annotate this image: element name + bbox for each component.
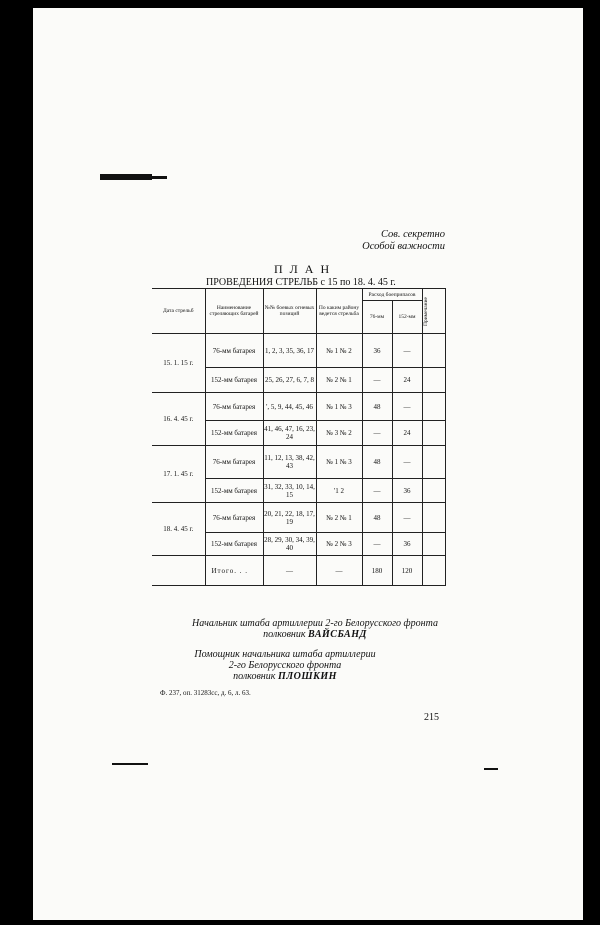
total-positions: —: [263, 556, 316, 586]
header-battery: Наименование стреляющих батарей: [205, 289, 263, 334]
ammo76-cell: —: [362, 479, 392, 503]
battery-cell: 76-мм батарея: [205, 393, 263, 421]
ammo152-cell: —: [392, 446, 422, 479]
area-cell: № 2 № 1: [316, 368, 362, 393]
ammo76-cell: 48: [362, 446, 392, 479]
battery-cell: 152-мм батарея: [205, 368, 263, 393]
positions-cell: 31, 32, 33, 10, 14, 15: [263, 479, 316, 503]
date-cell: 18. 4. 45 г.: [152, 503, 205, 556]
positions-cell: ', 5, 9, 44, 45, 46: [263, 393, 316, 421]
stamp-line-1: Сов. секретно: [380, 229, 445, 240]
signature1-name: ВАЙСБАНД: [308, 629, 367, 640]
notes-cell: [422, 368, 445, 393]
firing-plan-table: [152, 288, 446, 586]
positions-cell: 11, 12, 13, 38, 42, 43: [263, 446, 316, 479]
header-ammo-76: 76-мм: [362, 301, 392, 334]
positions-cell: 41, 46, 47, 16, 23, 24: [263, 421, 316, 446]
header-date: Дата стрельб: [152, 289, 205, 334]
stamp-line-2: Особой важности: [362, 241, 445, 252]
archive-reference: Ф. 237, оп. 31283сс, д. 6, л. 63.: [160, 689, 251, 697]
positions-cell: 28, 29, 30, 34, 39, 40: [263, 533, 316, 556]
notes-cell: [422, 533, 445, 556]
battery-cell: 76-мм батарея: [205, 503, 263, 533]
notes-cell: [422, 334, 445, 368]
ammo76-cell: —: [362, 533, 392, 556]
battery-cell: 152-мм батарея: [205, 533, 263, 556]
plan-title: П Л А Н: [274, 262, 332, 276]
battery-cell: 152-мм батарея: [205, 479, 263, 503]
signature-assistant: [185, 649, 385, 682]
area-cell: № 1 № 3: [316, 393, 362, 421]
signature-chief-of-staff: [185, 618, 445, 640]
notes-cell: [422, 503, 445, 533]
ammo152-cell: 36: [392, 479, 422, 503]
ammo76-cell: 36: [362, 334, 392, 368]
total-row: [152, 556, 445, 586]
signature2-position: Помощник начальника штаба артиллерии: [194, 649, 376, 660]
table-row: [152, 503, 445, 533]
signature1-rank-line: [185, 629, 445, 640]
total-area: —: [316, 556, 362, 586]
ammo152-cell: —: [392, 503, 422, 533]
header-notes-cell: [422, 289, 445, 334]
header-ammo-152: 152-мм: [392, 301, 422, 334]
ammo152-cell: 24: [392, 421, 422, 446]
signature2-name: ПЛОШКИН: [277, 671, 337, 682]
positions-cell: 25, 26, 27, 6, 7, 8: [263, 368, 316, 393]
notes-cell: [422, 393, 445, 421]
signature1-position: Начальник штаба артиллерии 2-го Белорусского фронта: [192, 618, 438, 629]
total-label: Итого. . .: [205, 556, 263, 586]
total-empty-cell: [152, 556, 205, 586]
signature2-rank-line: [185, 671, 385, 682]
total-ammo152: 120: [392, 556, 422, 586]
notes-cell: [422, 446, 445, 479]
ammo76-cell: 48: [362, 503, 392, 533]
area-cell: '1 2: [316, 479, 362, 503]
scan-mark: [484, 768, 498, 770]
date-cell: 15. 1. 15 г.: [152, 334, 205, 393]
area-cell: № 3 № 2: [316, 421, 362, 446]
positions-cell: 20, 21, 22, 18, 17, 19: [263, 503, 316, 533]
area-cell: № 2 № 1: [316, 503, 362, 533]
secrecy-stamp: [330, 229, 445, 253]
notes-cell: [422, 421, 445, 446]
signature2-rank: полковник: [233, 671, 276, 682]
scan-mark: [112, 763, 148, 765]
positions-cell: 1, 2, 3, 35, 36, 17: [263, 334, 316, 368]
ammo76-cell: 48: [362, 393, 392, 421]
ammo152-cell: 36: [392, 533, 422, 556]
plan-subtitle: ПРОВЕДЕНИЯ СТРЕЛЬБ с 15 по 18. 4. 45 г.: [206, 277, 396, 288]
date-cell: 16. 4. 45 г.: [152, 393, 205, 446]
total-notes: [422, 556, 445, 586]
total-ammo76: 180: [362, 556, 392, 586]
ammo152-cell: —: [392, 334, 422, 368]
area-cell: № 2 № 3: [316, 533, 362, 556]
signature1-rank: полковник: [263, 629, 306, 640]
header-area: По каким району ведется стрельба: [316, 289, 362, 334]
area-cell: № 1 № 3: [316, 446, 362, 479]
ammo76-cell: —: [362, 368, 392, 393]
ammo152-cell: 24: [392, 368, 422, 393]
ammo76-cell: —: [362, 421, 392, 446]
signature2-front: 2-го Белорусского фронта: [228, 660, 342, 671]
header-ammo: Расход боеприпасов: [362, 289, 422, 301]
table-row: [152, 334, 445, 368]
header-positions: №№ боевых огневых позиций: [263, 289, 316, 334]
scan-mark: [137, 176, 167, 179]
battery-cell: 76-мм батарея: [205, 334, 263, 368]
battery-cell: 152-мм батарея: [205, 421, 263, 446]
page-number: 215: [424, 712, 439, 723]
ammo152-cell: —: [392, 393, 422, 421]
battery-cell: 76-мм батарея: [205, 446, 263, 479]
notes-cell: [422, 479, 445, 503]
date-cell: 17. 1. 45 г.: [152, 446, 205, 503]
table-row: [152, 393, 445, 421]
area-cell: № 1 № 2: [316, 334, 362, 368]
header-notes: Примечание: [422, 296, 429, 326]
table-row: [152, 446, 445, 479]
